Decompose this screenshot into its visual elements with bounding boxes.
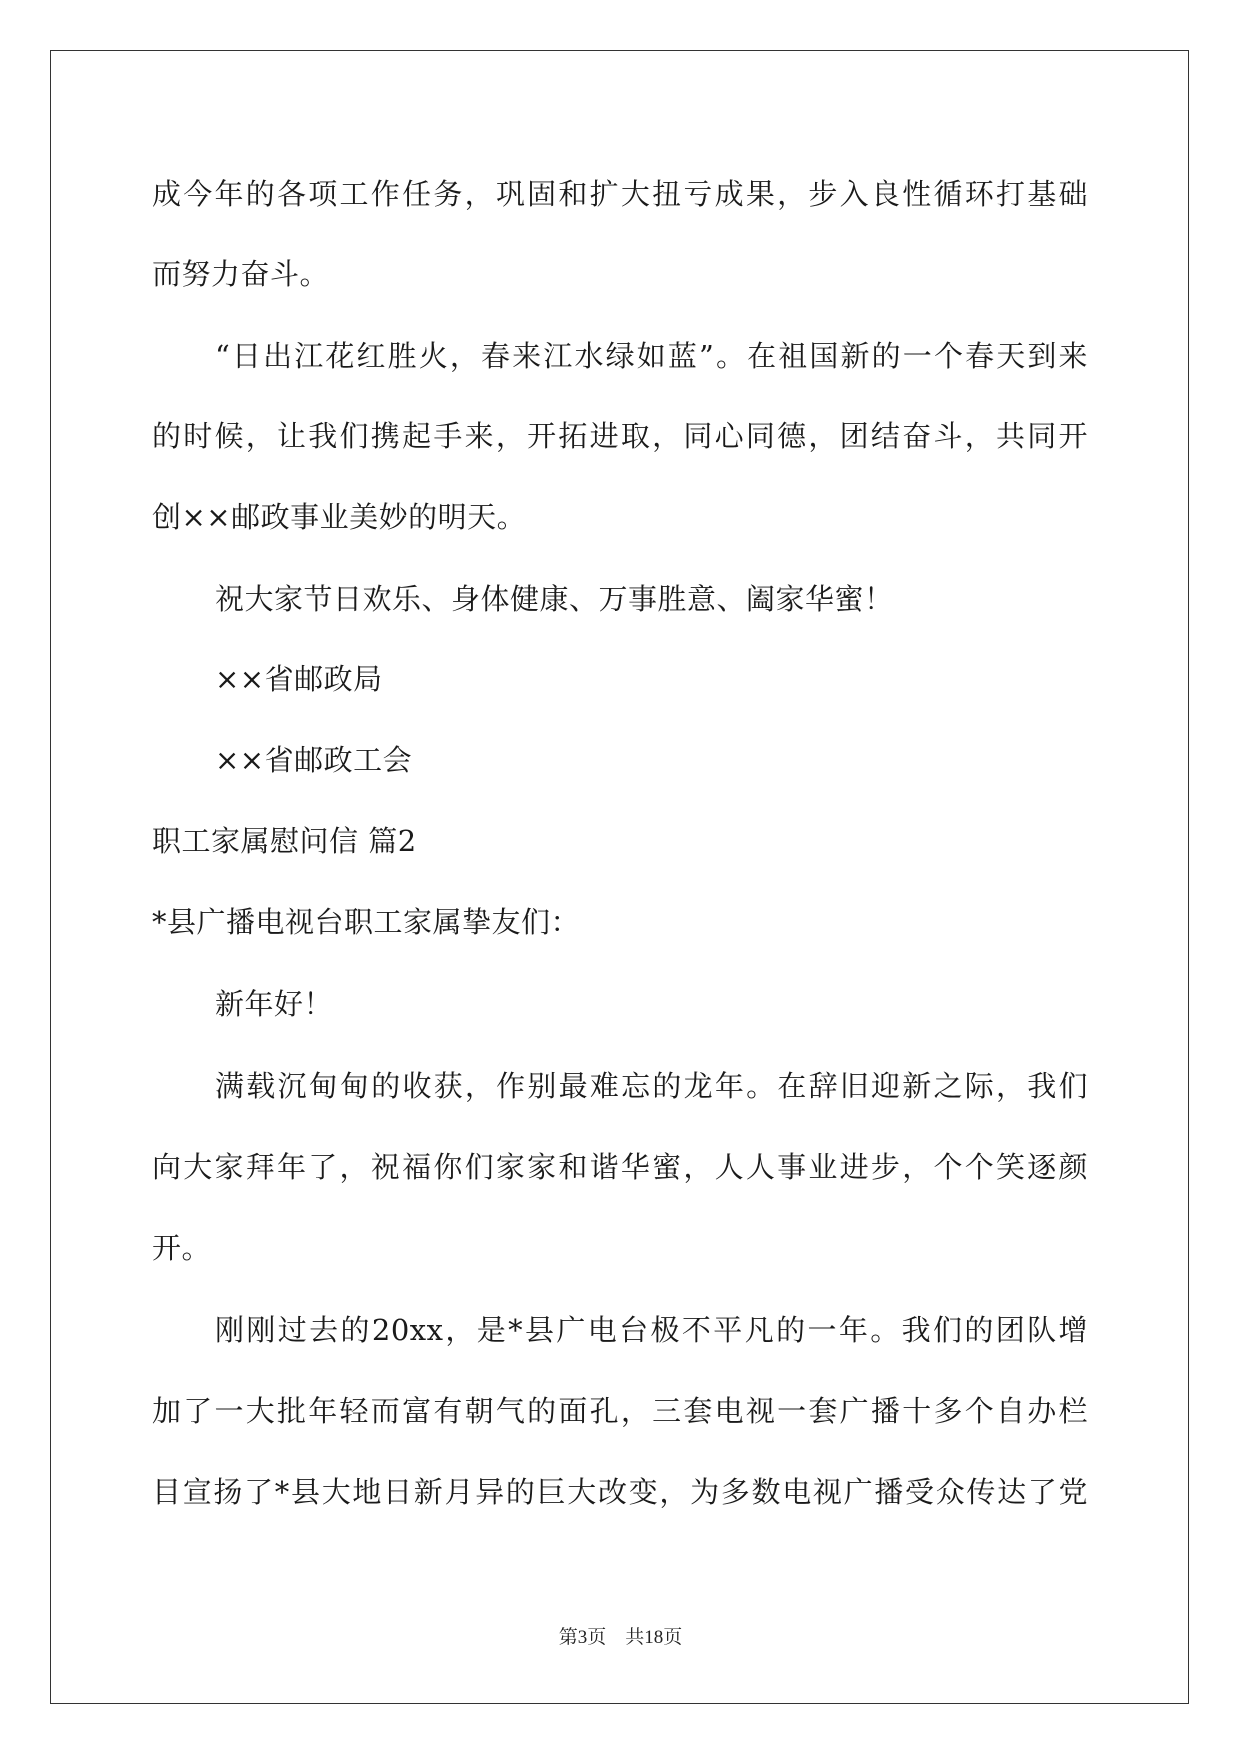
salutation: *县广播电视台职工家属挚友们： — [152, 905, 581, 939]
page-footer — [0, 1626, 1241, 1650]
body-line-16: 加了一大批年轻而富有朝气的面孔，三套电视一套广播十多个自办栏 — [152, 1394, 1088, 1428]
body-line-13: 向大家拜年了，祝福你们家家和谐华蜜，人人事业进步，个个笑逐颜 — [152, 1150, 1088, 1184]
body-line-14: 开。 — [152, 1231, 212, 1265]
section-heading: 职工家属慰问信 篇2 — [152, 824, 417, 858]
body-line-3: “日出江花红胜火，春来江水绿如蓝”。在祖国新的一个春天到来 — [215, 339, 1088, 373]
body-line-12: 满载沉甸甸的收获，作别最难忘的龙年。在辞旧迎新之际，我们 — [215, 1069, 1088, 1103]
body-line-1: 成今年的各项工作任务，巩固和扩大扭亏成果，步入良性循环打基础 — [152, 177, 1088, 211]
signature-bureau: ××省邮政局 — [215, 662, 383, 696]
new-year-greeting: 新年好！ — [215, 987, 334, 1021]
body-line-2: 而努力奋斗。 — [152, 257, 330, 291]
body-line-4: 的时候，让我们携起手来，开拓进取，同心同德，团结奋斗，共同开 — [152, 419, 1088, 453]
greeting-line: 祝大家节日欢乐、身体健康、万事胜意、阖家华蜜！ — [215, 582, 894, 616]
body-line-15: 刚刚过去的20xx，是*县广电台极不平凡的一年。我们的团队增 — [215, 1313, 1088, 1347]
page-border — [50, 50, 1189, 1704]
page-number: 第3页 — [558, 1627, 607, 1648]
body-line-5: 创××邮政事业美妙的明天。 — [152, 500, 527, 534]
signature-union: ××省邮政工会 — [215, 743, 413, 777]
page-total: 共18页 — [625, 1627, 683, 1648]
body-line-17: 目宣扬了*县大地日新月异的巨大改变，为多数电视广播受众传达了党 — [152, 1475, 1088, 1509]
